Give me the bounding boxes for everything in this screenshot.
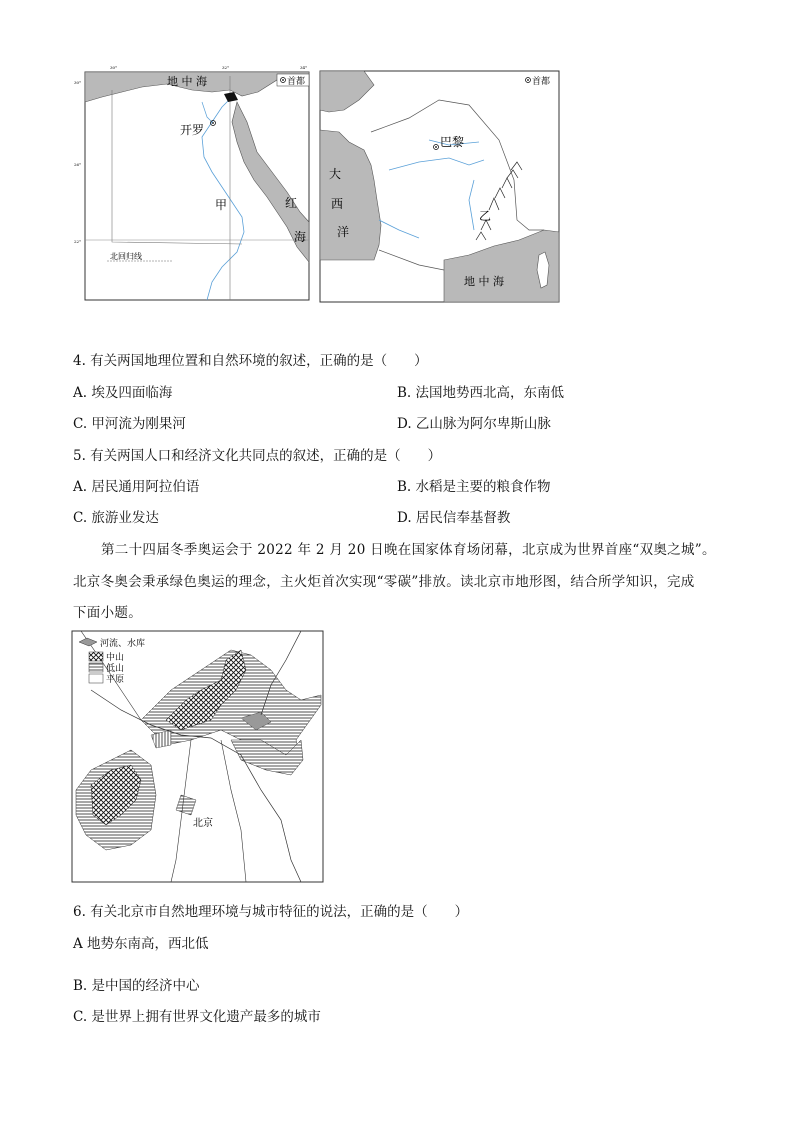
q4-option-b: B. 法国地势西北高，东南低 <box>397 385 565 401</box>
svg-text:32°: 32° <box>222 65 230 70</box>
low-mountain-legend-icon <box>89 663 103 672</box>
red-sea-label-2: 海 <box>294 230 307 244</box>
egypt-sea-label: 地 中 海 <box>167 75 207 88</box>
q6-option-a: A 地势东南高，西北低 <box>73 936 209 952</box>
q4-option-d: D. 乙山脉为阿尔卑斯山脉 <box>397 416 551 432</box>
legend-middle-mountain-label: 中山 <box>106 653 125 663</box>
atlantic-label-3: 洋 <box>337 225 350 239</box>
middle-mountain-legend-icon <box>89 652 103 661</box>
atlantic-label-1: 大 <box>329 167 342 181</box>
plain-legend-icon <box>89 674 103 683</box>
q5-option-c: C. 旅游业发达 <box>73 510 159 526</box>
egypt-legend-label: 首都 <box>287 77 306 87</box>
q6-option-b: B. 是中国的经济中心 <box>73 978 200 994</box>
q6-option-c: C. 是世界上拥有世界文化遗产最多的城市 <box>73 1009 321 1025</box>
q6-stem: 6. 有关北京市自然地理环境与城市特征的说法，正确的是（ ） <box>73 904 469 920</box>
atlantic-label-2: 西 <box>331 197 344 211</box>
tropic-label: 北回归线 <box>110 252 142 261</box>
svg-text:22°: 22° <box>74 239 82 244</box>
mountain-yi-label: 乙 <box>479 209 492 223</box>
france-map <box>319 70 561 304</box>
intro-line-3: 下面小题。 <box>73 605 142 621</box>
q4-stem: 4. 有关两国地理位置和自然环境的叙述，正确的是（ ） <box>73 353 428 369</box>
cairo-label: 开罗 <box>180 123 205 137</box>
red-sea-label-1: 红 <box>285 196 298 210</box>
q4-option-c: C. 甲河流为刚果河 <box>73 416 186 432</box>
intro-line-2: 北京冬奥会秉承绿色奥运的理念，主火炬首次实现“零碳”排放。读北京市地形图，结合所学知识，完成 <box>73 574 695 590</box>
legend-plain-label: 平原 <box>106 675 125 685</box>
river-jia-label: 甲 <box>215 198 228 212</box>
q5-option-d: D. 居民信奉基督教 <box>397 510 511 526</box>
svg-text:30°: 30° <box>110 65 118 70</box>
svg-text:30°: 30° <box>74 80 82 85</box>
legend-low-mountain-label: 低山 <box>106 664 125 674</box>
intro-line-1: 第二十四届冬季奥运会于 2022 年 2 月 20 日晚在国家体育场闭幕，北京成为世界首座“双奥之城”。 <box>101 542 716 558</box>
q5-option-b: B. 水稻是主要的粮食作物 <box>397 479 551 495</box>
q5-stem: 5. 有关两国人口和经济文化共同点的叙述，正确的是（ ） <box>73 448 442 464</box>
svg-text:34°: 34° <box>300 65 308 70</box>
egypt-map <box>72 62 314 304</box>
beijing-city-label: 北京 <box>193 818 213 829</box>
q4-option-a: A. 埃及四面临海 <box>73 385 173 401</box>
france-med-label: 地 中 海 <box>464 275 504 288</box>
beijing-map <box>71 630 324 883</box>
paris-label: 巴黎 <box>440 135 465 149</box>
legend-rivers-label: 河流、水库 <box>100 639 146 649</box>
svg-text:26°: 26° <box>74 162 82 167</box>
q5-option-a: A. 居民通用阿拉伯语 <box>73 479 200 495</box>
france-legend-label: 首都 <box>532 77 551 87</box>
